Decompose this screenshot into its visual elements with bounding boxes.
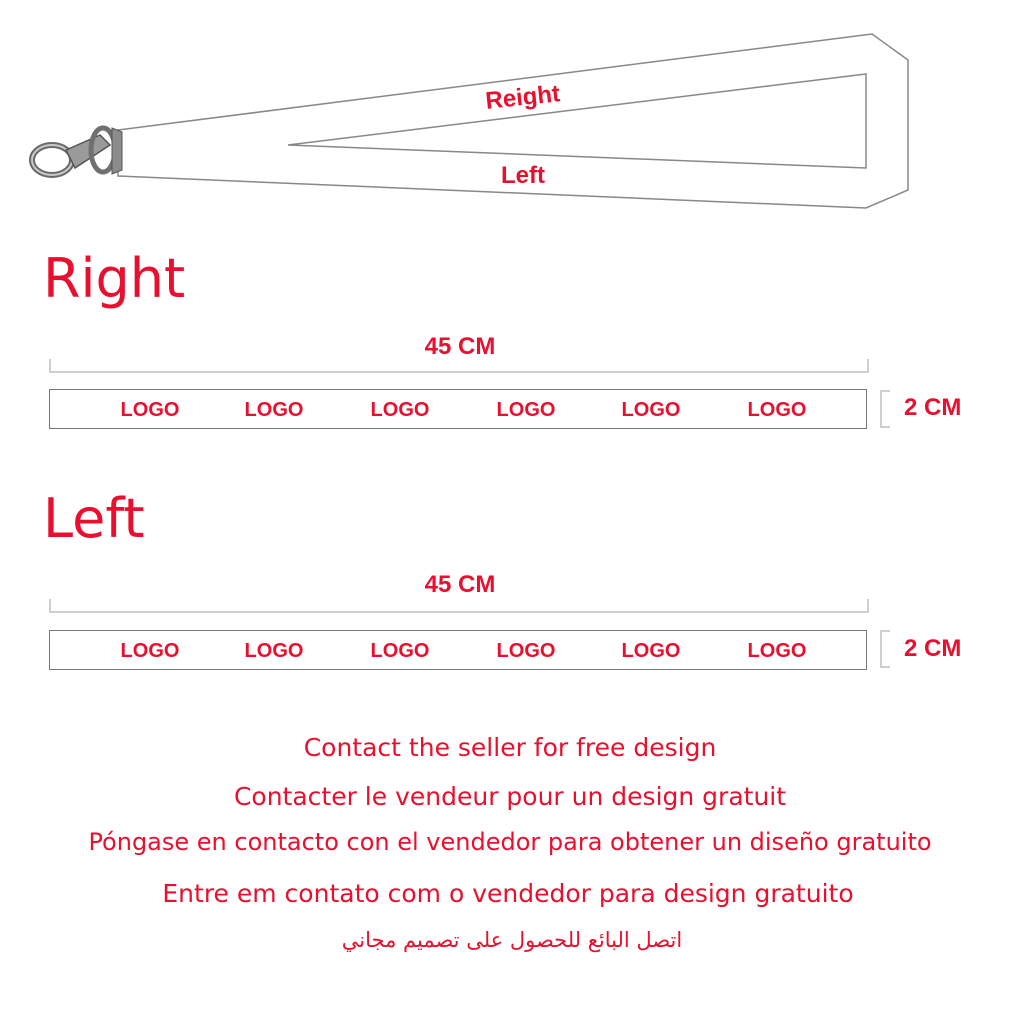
section-title-left: Left: [43, 487, 145, 550]
logo-text: LOGO: [496, 399, 556, 421]
contact-english: Contact the seller for free design: [303, 733, 717, 762]
logo-text: LOGO: [120, 399, 180, 421]
contact-portuguese: Entre em contato com o vendedor para design gratuito: [162, 879, 854, 908]
contact-spanish: Póngase en contacto con el vendedor para obtener un diseño gratuito: [88, 828, 932, 856]
diagram-left-label: Left: [501, 162, 545, 189]
lanyard-illustration: [0, 0, 1024, 230]
logo-text: LOGO: [244, 399, 304, 421]
logo-text: LOGO: [120, 640, 180, 662]
width-bracket-left: [880, 630, 890, 668]
width-bracket-right: [880, 390, 890, 428]
clip-icon: [32, 128, 122, 175]
section-title-right: Right: [43, 247, 186, 310]
length-label-left: 45 CM: [424, 571, 496, 598]
contact-french: Contacter le vendeur pour un design gratuit: [233, 782, 787, 811]
width-label-left: 2 CM: [904, 635, 962, 662]
logo-text: LOGO: [244, 640, 304, 662]
logo-text: LOGO: [621, 399, 681, 421]
width-label-right: 2 CM: [904, 394, 962, 421]
diagram-right-label: Reight: [484, 80, 562, 115]
length-ruler-right: [49, 359, 869, 373]
strap-left: [49, 630, 867, 670]
logo-text: LOGO: [370, 640, 430, 662]
logo-text: LOGO: [747, 399, 807, 421]
length-label-right: 45 CM: [424, 333, 496, 360]
logo-text: LOGO: [621, 640, 681, 662]
length-ruler-left: [49, 599, 869, 613]
logo-text: LOGO: [370, 399, 430, 421]
logo-text: LOGO: [747, 640, 807, 662]
contact-arabic: اتصل البائع للحصول على تصميم مجاني: [341, 928, 683, 952]
logo-text: LOGO: [496, 640, 556, 662]
strap-right: [49, 389, 867, 429]
